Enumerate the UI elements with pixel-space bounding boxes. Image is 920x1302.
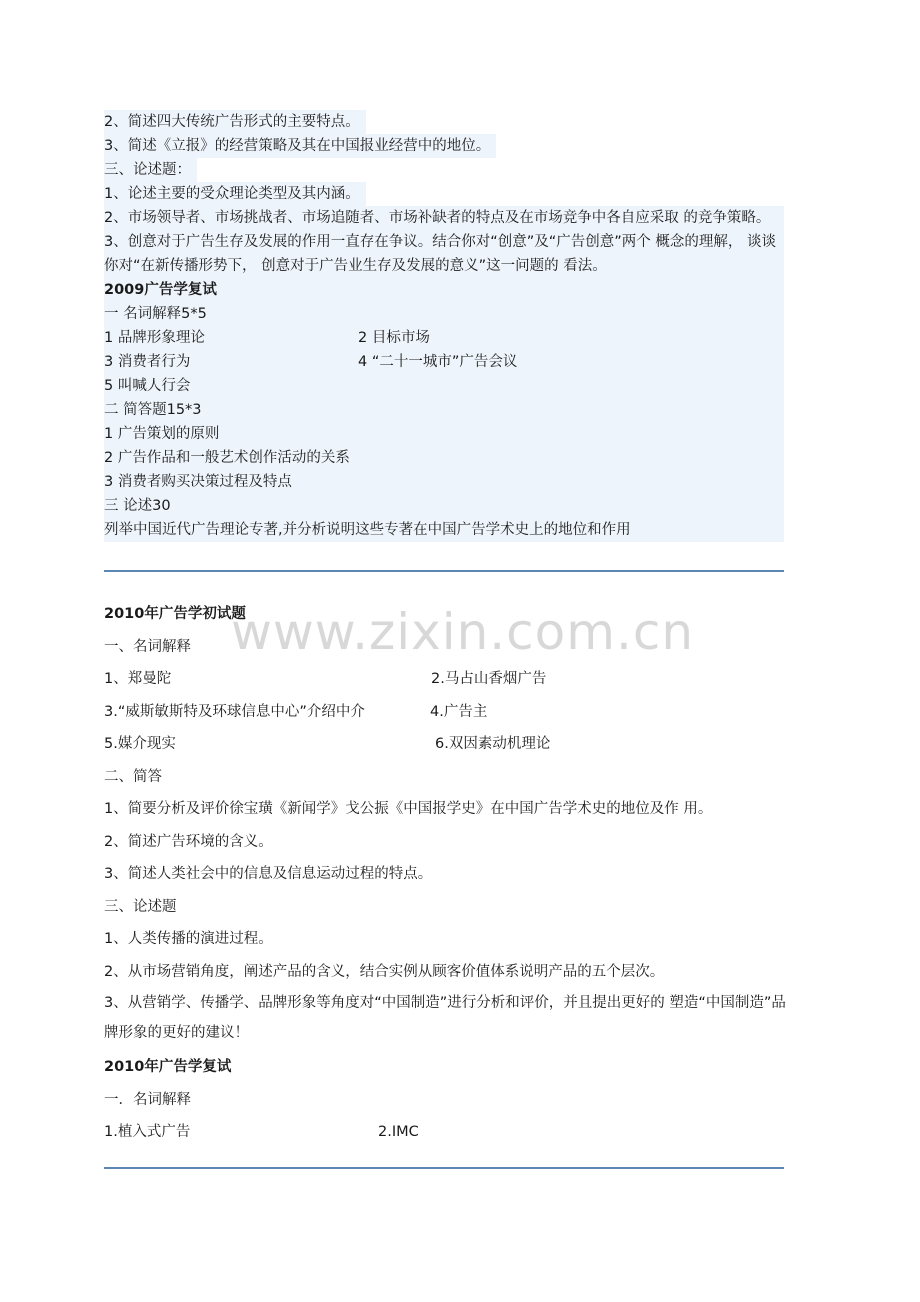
question-line: 1、人类传播的演进过程。: [104, 931, 273, 947]
question-line: 2 广告作品和一般艺术创作活动的关系: [104, 446, 784, 470]
question-line: 列举中国近代广告理论专著,并分析说明这些专著在中国广告学术史上的地位和作用: [104, 518, 784, 542]
heading-2010-initial: 2010年广告学初试题: [104, 606, 246, 622]
watermark: www.zixin.com.cn: [231, 603, 695, 661]
term: 2.IMC: [378, 1124, 419, 1140]
term-row: [104, 326, 784, 350]
term: 3 消费者行为: [104, 354, 191, 370]
term-row: [104, 696, 794, 729]
part-title: 二 简答题15*3: [104, 398, 784, 422]
term-row: [104, 350, 784, 374]
question-line: 2、从市场营销角度，阐述产品的含义，结合实例从顾客价值体系说明产品的五个层次。: [104, 963, 665, 980]
question-line: 1、论述主要的受众理论类型及其内涵。: [104, 182, 366, 206]
divider-line: [104, 1167, 784, 1169]
term: 2.马占山香烟广告: [431, 671, 547, 687]
term: 2 目标市场: [358, 330, 430, 346]
term: 4.广告主: [430, 703, 488, 720]
question-line: 3、简述人类社会中的信息及信息运动过程的特点。: [104, 866, 433, 882]
exam-2009-block: [104, 110, 784, 542]
term: 5 叫喊人行会: [104, 378, 191, 394]
part-title: 一、名词解释: [104, 638, 191, 655]
question-line: 2、简述四大传统广告形式的主要特点。: [104, 110, 366, 134]
question-line: 3、创意对于广告生存及发展的作用一直存在争议。结合你对“创意”及“广告创意”两个 概念的理解， 谈谈你对“在新传播形势下， 创意对于广告业生存及发展的意义”这一问题的 看法。: [104, 230, 784, 278]
part-title: 三 论述30: [104, 494, 784, 518]
exam-2010-initial-block: [104, 598, 794, 1149]
term: 1、郑曼陀: [104, 671, 172, 687]
term-row: [104, 728, 794, 761]
term: 5.媒介现实: [104, 736, 176, 752]
term-row: [104, 374, 784, 398]
question-line: 3、简述《立报》的经营策略及其在中国报业经营中的地位。: [104, 134, 496, 158]
question-line: 3 消费者购买决策过程及特点: [104, 470, 784, 494]
part-title: 一 名词解释5*5: [104, 302, 784, 326]
part-title: 三、论述题: [104, 898, 177, 915]
question-line: 2、简述广告环境的含义。: [104, 833, 273, 850]
divider-line: [104, 570, 784, 572]
term: 1.植入式广告: [104, 1124, 191, 1140]
question-line: 1 广告策划的原则: [104, 422, 784, 446]
term-row: [104, 663, 794, 696]
part-title: 一．名词解释: [104, 1091, 191, 1108]
heading-2010-retest: 2010年广告学复试: [104, 1059, 232, 1075]
question-line: 1、简要分析及评价徐宝璜《新闻学》戈公振《中国报学史》在中国广告学术史的地位及作 用。: [104, 801, 713, 817]
term: 3.“威斯敏斯特及环球信息中心”介绍中介: [104, 703, 365, 720]
part-title: 二、简答: [104, 768, 162, 785]
term: 6.双因素动机理论: [435, 736, 551, 752]
term: 4 “二十一城市”广告会议: [358, 354, 518, 370]
heading-2009-retest: 2009广告学复试: [104, 278, 784, 302]
section-title: 三、论述题：: [104, 158, 197, 182]
question-line: 2、市场领导者、市场挑战者、市场追随者、市场补缺者的特点及在市场竞争中各自应采取 的竞争策略。: [104, 206, 784, 230]
question-line: 3、从营销学、传播学、品牌形象等角度对“中国制造”进行分析和评价，并且提出更好的 塑造“中国制造”品牌形象的更好的建议！: [104, 995, 786, 1041]
term-row: [104, 1116, 794, 1149]
term: 1 品牌形象理论: [104, 330, 205, 346]
